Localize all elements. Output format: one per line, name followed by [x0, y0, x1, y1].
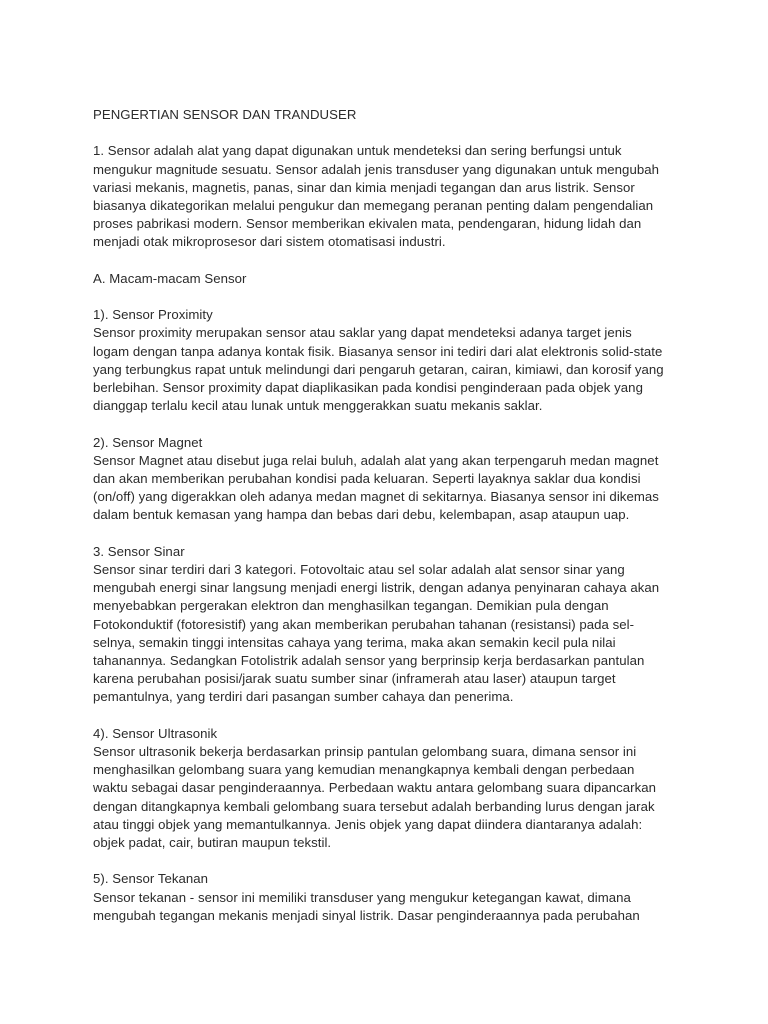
- sensor-body: Sensor ultrasonik bekerja berdasarkan prinsip pantulan gelombang suara, dimana sensor ini menghasilkan gelombang suara yang kemudian menangkapnya kembali dengan perbedaan waktu sebagai dasar penginderaannya. Perbedaan waktu antara gelombang suara dipancarkan dengan ditangkapnya kembali gelombang suara tersebut adalah berbanding lurus dengan jarak atau tinggi objek yang memantulkannya. Jenis objek yang dapat diindera diantaranya adalah: objek padat, cair, butiran maupun tekstil.: [93, 744, 657, 851]
- sensor-section-sinar: [93, 543, 683, 707]
- sensor-body: Sensor sinar terdiri dari 3 kategori. Fotovoltaic atau sel solar adalah alat sensor sinar yang mengubah energi sinar langsung menjadi energi listrik, dengan adanya penyinaran cahaya akan menyebabkan pergerakan elektron dan menghasilkan tegangan. Demikian pula dengan Fotokonduktif (fotoresistif) yang akan memberikan perubahan tahanan (resistansi) pada sel- selnya, semakin tinggi intensitas cahaya yang terima, maka akan semakin kecil pula nilai tahanannya. Sedangkan Fotolistrik adalah sensor yang berprinsip kerja berdasarkan pantulan karena perubahan posisi/jarak suatu sumber sinar (inframerah atau laser) ataupun target pemantulnya, yang terdiri dari pasangan sumber cahaya dan penerima.: [93, 562, 660, 705]
- document-content: [93, 106, 683, 943]
- intro-paragraph: 1. Sensor adalah alat yang dapat digunakan untuk mendeteksi dan sering berfungsi untuk mengukur magnitude sesuatu. Sensor adalah jenis transduser yang digunakan untuk mengubah variasi mekanis, magnetis, panas, sinar dan kimia menjadi tegangan dan arus listrik. Sensor biasanya dikategorikan melalui pengukur dan memegang peranan penting dalam pengendalian proses pabrikasi modern. Sensor memberikan ekivalen mata, pendengaran, hidung lidah dan menjadi otak mikroprosesor dari sistem otomatisasi industri.: [93, 143, 659, 250]
- sensor-heading: 5). Sensor Tekanan: [93, 871, 209, 887]
- sensor-heading: 1). Sensor Proximity: [93, 307, 213, 323]
- sensor-section-tekanan: [93, 870, 683, 925]
- sensor-section-ultrasonik: [93, 725, 683, 852]
- section-heading: A. Macam-macam Sensor: [93, 270, 247, 286]
- sensor-heading: 4). Sensor Ultrasonik: [93, 725, 218, 741]
- sensor-heading: 3. Sensor Sinar: [93, 543, 185, 559]
- sensor-section-proximity: [93, 306, 683, 415]
- sensor-section-magnet: [93, 434, 683, 525]
- document-title: PENGERTIAN SENSOR DAN TRANDUSER: [93, 107, 357, 122]
- sensor-body: Sensor Magnet atau disebut juga relai buluh, adalah alat yang akan terpengaruh medan magnet dan akan memberikan perubahan kondisi pada keluaran. Seperti layaknya saklar dua kondisi (on/off) yang digerakkan oleh adanya medan magnet di sekitarnya. Biasanya sensor ini dikemas dalam bentuk kemasan yang hampa dan bebas dari debu, kelembapan, asap ataupun uap.: [93, 452, 659, 523]
- sensor-body: Sensor tekanan - sensor ini memiliki transduser yang mengukur ketegangan kawat, dimana mengubah tegangan mekanis menjadi sinyal listrik. Dasar penginderaannya pada perubahan: [93, 889, 640, 923]
- sensor-body: Sensor proximity merupakan sensor atau saklar yang dapat mendeteksi adanya target jenis logam dengan tanpa adanya kontak fisik. Biasanya sensor ini tediri dari alat elektronis solid-state yang terbungkus rapat untuk melindungi dari pengaruh getaran, cairan, kimiawi, dan korosif yang berlebihan. Sensor proximity dapat diaplikasikan pada kondisi penginderaan pada objek yang dianggap terlalu kecil atau lunak untuk menggerakkan suatu mekanis saklar.: [93, 325, 664, 414]
- sensor-heading: 2). Sensor Magnet: [93, 434, 203, 450]
